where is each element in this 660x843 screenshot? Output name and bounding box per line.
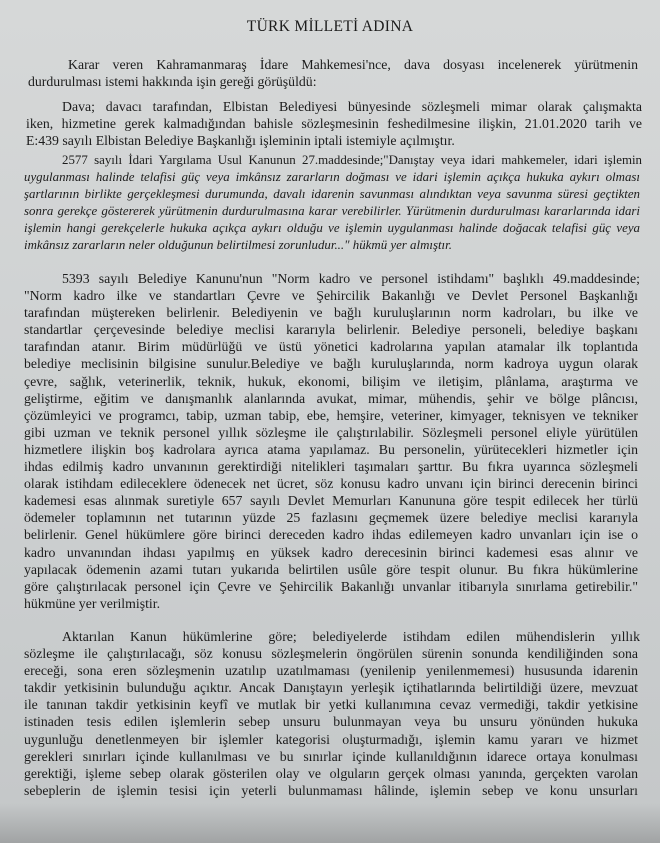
text-line: 2577 sayılı İdari Yargılama Usul Kanunun 27.maddesinde;"Danıştay veya idari mahkemeler, idari işlemin bbox=[62, 153, 642, 167]
page-shadow bbox=[0, 803, 660, 843]
text-line: belirlenir. Genel hükümlere göre birinci dereceden kadro ihdas edilemeyen kadro unvanları için ise o bbox=[24, 527, 638, 543]
text-line: geliştirme, eğitim ve danışmanlık alanlarında avukat, mimar, mühendis, şehir ve bölge plâncısı, bbox=[24, 390, 638, 406]
text-line: gerekleri sınırları içinde kullanılması ve bu sınırlar içinde kullanıldığının idarece ortaya konulması bbox=[24, 748, 638, 764]
text-line: uygulanması halinde telafisi güç veya imkânsız zararların doğması ve idari işlemin açıkça hukuka aykırı olması bbox=[24, 170, 640, 185]
document-title: TÜRK MİLLETİ ADINA bbox=[246, 18, 414, 35]
text-line: uygunluğu denetlenmeyen bir işlemler kategorisi oluşturmadığı, işlemin kamu yararı ve hizmet bbox=[24, 731, 638, 747]
text-line: ihdas edilmiş kadro unvanının gerektirdiği nitelikleri taşımaları şarttır. Bu fıkra uyarınca sözleşmeli bbox=[24, 459, 638, 475]
text-line: Dava; davacı tarafından, Elbistan Belediyesi bünyesinde sözleşmeli mimar olarak çalışmakta bbox=[62, 99, 642, 114]
text-line: tarafından atanır. Birim müdürlüğü ve üstü yönetici kadrolarına yapılan atamalar ilk toplantıda bbox=[24, 339, 638, 355]
text-line: ereceği, sona eren sözleşmenin uzatılıp uzatılmaması (yenilenip yenilenmemesi) hususunda idarenin bbox=[24, 663, 638, 679]
paragraph-case-summary bbox=[0, 98, 660, 149]
text-line: ödemeler toplamının net tutarının yüzde 25 fazlasını geçmemek üzere belediye meclisi kararıyla bbox=[24, 510, 638, 526]
text-line: Karar veren Kahramanmaraş İdare Mahkemesi'nce, dava dosyası incelenerek yürütmenin bbox=[68, 57, 638, 72]
text-line: Aktarılan Kanun hükümlerine göre; belediyelerde istihdam edilen mühendislerin yıllık bbox=[62, 629, 640, 644]
text-line: kadro unvanından ihdası yapılmış en yüksek kadro derecesinin birinci kademesi esas alınır ve bbox=[24, 544, 638, 560]
text-line: yapılacak ödemenin azami tutarı yukarıda belirtilen usûle göre tespit olunur. Bu fıkra hükümlerine bbox=[24, 561, 638, 577]
text-line: imkânsız zararların neler olduğunun belirtilmesi zorunludur..." hükmü yer almıştır. bbox=[24, 238, 452, 253]
text-line: takdir yetkisinin bulunduğu açıktır. Ancak Danıştayın yerleşik içtihatlarında belirtildiği üzere, mevzuat bbox=[24, 680, 638, 696]
text-line: tarafından müştereken belirlenir. Belediyenin ve bağlı kuruluşlarının norm kadroları, bu ilke ve bbox=[24, 305, 638, 321]
paragraph-iyuk-quote bbox=[0, 152, 660, 255]
text-line: olarak istihdam edileceklere ödenecek net ücret, söz konusu kadro unvanı için birinci derecenin birinci bbox=[24, 476, 638, 492]
text-line: gibi uzman ve teknik personel yıllık sözleşme ile çalıştırılabilir. Sözleşmeli personel eliyle yürütülen bbox=[24, 424, 638, 440]
text-line: "Norm kadro ilke ve standartları Çevre ve Şehircilik Bakanlığı ve Devlet Personel Başkanlığı bbox=[24, 288, 638, 304]
paragraph-municipality-law-quote bbox=[0, 270, 660, 612]
text-line: standartlar çerçevesinde belediye meclisi kararıyla belirlenir. Belediye personeli, belediye başkanı bbox=[24, 322, 638, 338]
text-line: şartlarının birlikte gerçekleşmesi durumunda, davalı idarenin savunması alındıktan veya savunma süresi geçtikten bbox=[24, 187, 640, 202]
paragraph-decision-intro bbox=[0, 56, 660, 90]
paragraph-legal-evaluation bbox=[0, 628, 660, 799]
text-line: sebeplerin de işlemin tesisi için yeterli bulunmaması hâlinde, işlemin sebep ve konu unsurları bbox=[24, 782, 638, 798]
text-line: çevre, sağlık, veterinerlik, teknik, hukuk, ekonomi, bilişim ve iletişim, plânlama, araştırma ve bbox=[24, 373, 638, 389]
text-line: kademesi esas alınmak suretiyle 657 sayılı Devlet Memurları Kanununa göre tespit edilecek her türlü bbox=[24, 493, 638, 509]
text-line: hükmüne yer verilmiştir. bbox=[24, 595, 161, 611]
text-line: göre çalıştırılacak personel için Çevre ve Şehircilik Bakanlığı unvanlar itibarıyla sınırlama getirebilir." bbox=[24, 578, 638, 594]
text-line: iken, hizmetine gerek kalmadığından bahisle sözleşmesinin feshedilmesine ilişkin, 21.01.2020 tarih ve bbox=[26, 116, 642, 132]
text-line: ile tanınan takdir yetkisinin keyfî ve mutlak bir yetki kullanımına cevaz vermediği, takdir yetkisine bbox=[24, 697, 638, 713]
text-line: belediye meclisinin bilgisine sunulur.Belediye ve bağlı kuruluşlarında, norm kadroya uygun olarak bbox=[24, 356, 638, 372]
text-line: durdurulması istemi hakkında işin gereği görüşüldü: bbox=[28, 74, 317, 90]
text-line: sözleşme ile çalıştırılacağı, söz konusu sözleşmelerin öngörülen sürenin sonunda kendiliğinden sona bbox=[24, 646, 638, 662]
text-line: E:439 sayılı Elbistan Belediye Başkanlığı işleminin iptali istemiyle açılmıştır. bbox=[26, 133, 455, 149]
text-line: istinaden tesis edilen işlemlerin sebep unsuru bulunmayan veya bu unsuru yönünden hukuka bbox=[24, 714, 638, 730]
text-line: gerektiği, işleme sebep olarak gösterilen olay ve olguların gerçek olması yanında, gerçekten varolan bbox=[24, 765, 638, 781]
text-line: sonra gerekçe göstererek yürütmenin durdurulmasına karar verebilirler. Yürütmenin durdurulması kararlarında idari bbox=[24, 204, 640, 219]
text-line: çözümleyici ve programcı, tabip, uzman tabip, ebe, hemşire, veteriner, kimyager, teknisyen ve tekniker bbox=[24, 407, 638, 423]
text-line: işlemin hangi gerekçelerle hukuka açıkça aykırı olduğu ve işlemin uygulanması halinde doğacak telafisi güç veya bbox=[24, 221, 640, 236]
text-line: 5393 sayılı Belediye Kanunu'nun "Norm kadro ve personel istihdamı" başlıklı 49.maddesinde; bbox=[62, 271, 640, 286]
text-line: hizmetlere ilişkin boş kadrolara ayrıca atama yapılamaz. Bu personelin, yürütecekleri hizmetler için bbox=[24, 441, 638, 457]
